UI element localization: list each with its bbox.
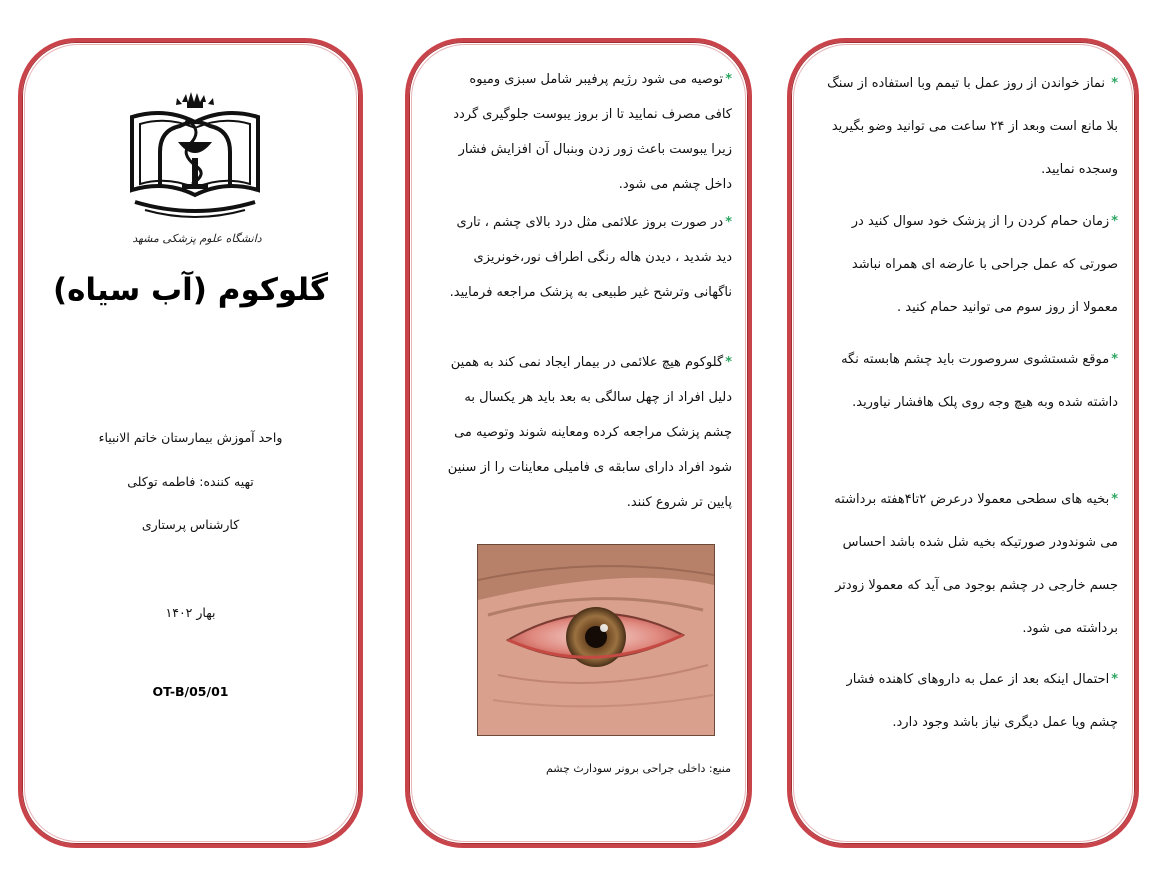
paragraph: *بخیه های سطحی معمولا درعرض ۲تا۴هفته برداشته می شوندودر صورتیکه بخیه شل شده باشد احساس جسم خارجی در چشم بوجود می آید که معمولا زودتر برداشته می شود. (834, 492, 1118, 636)
paragraph: *موقع شستشوی سروصورت باید چشم هابسته نگه داشته شده وبه هیچ وجه روی پلک هافشار نیاورید. (841, 352, 1118, 410)
star-bullet-icon: * (1111, 76, 1118, 91)
unit-name: واحد آموزش بیمارستان خاتم الانبیاء (98, 430, 283, 445)
red-eye-photo (477, 544, 715, 736)
page-title: گلوکوم (آب سیاه) (52, 272, 329, 308)
star-bullet-icon: * (725, 72, 732, 87)
cover-panel (18, 38, 363, 848)
paragraph: * نماز خواندن از روز عمل با تیمم وبا استفاده از سنگ بلا مانع است وبعد از ۲۴ ساعت می توانید وضو بگیرید وسجده نمایید. (827, 76, 1118, 177)
author-name: تهیه کننده: فاطمه توکلی (127, 474, 254, 489)
university-emblem-icon (130, 92, 260, 227)
star-bullet-icon: * (1111, 492, 1118, 507)
star-bullet-icon: * (725, 215, 732, 230)
right-panel (787, 38, 1139, 848)
star-bullet-icon: * (1111, 352, 1118, 367)
paragraph: *احتمال اینکه بعد از عمل به داروهای کاهنده فشار چشم ویا عمل دیگری نیاز باشد وجود دارد. (846, 672, 1118, 730)
source-caption: منبع: داخلی جراحی برونر سودارث چشم (545, 762, 731, 775)
season-date: بهار ۱۴۰۲ (165, 605, 216, 620)
middle-panel (405, 38, 752, 848)
paragraph: *در صورت بروز علائمی مثل درد بالای چشم ، تاری دید شدید ، دیدن هاله رنگی اطراف نور،خونریزی ناگهانی وترشح غیر طبیعی به پزشک مراجعه فرمایید. (449, 215, 732, 300)
author-role: کارشناس پرستاری (141, 517, 240, 532)
star-bullet-icon: * (1111, 214, 1118, 229)
star-bullet-icon: * (725, 355, 732, 370)
star-bullet-icon: * (1111, 672, 1118, 687)
paragraph: *توصیه می شود رژیم پرفیبر شامل سبزی ومیوه کافی مصرف نمایید تا از بروز یبوست جلوگیری گردد زیرا یبوست باعث زور زدن وبنبال آن افزایش فشار داخل چشم می شود. (453, 72, 732, 192)
paragraph: *زمان حمام کردن را از پزشک خود سوال کنید در صورتی که عمل جراحی با عارضه ای همراه نباشد معمولا از روز سوم می توانید حمام کنید . (851, 214, 1118, 315)
university-caption: دانشگاه علوم پزشکی مشهد (132, 232, 262, 245)
paragraph: *گلوکوم هیچ علائمی در بیمار ایجاد نمی کند به همین دلیل افراد از چهل سالگی به بعد باید هر یکسال به چشم پزشک مراجعه کرده ومعاینه شوند وتوصیه می شود افراد دارای سابقه ی فامیلی معاینات را از سنین پایین تر شروع کنند. (447, 355, 732, 510)
document-code: OT-B/05/01 (152, 684, 229, 699)
